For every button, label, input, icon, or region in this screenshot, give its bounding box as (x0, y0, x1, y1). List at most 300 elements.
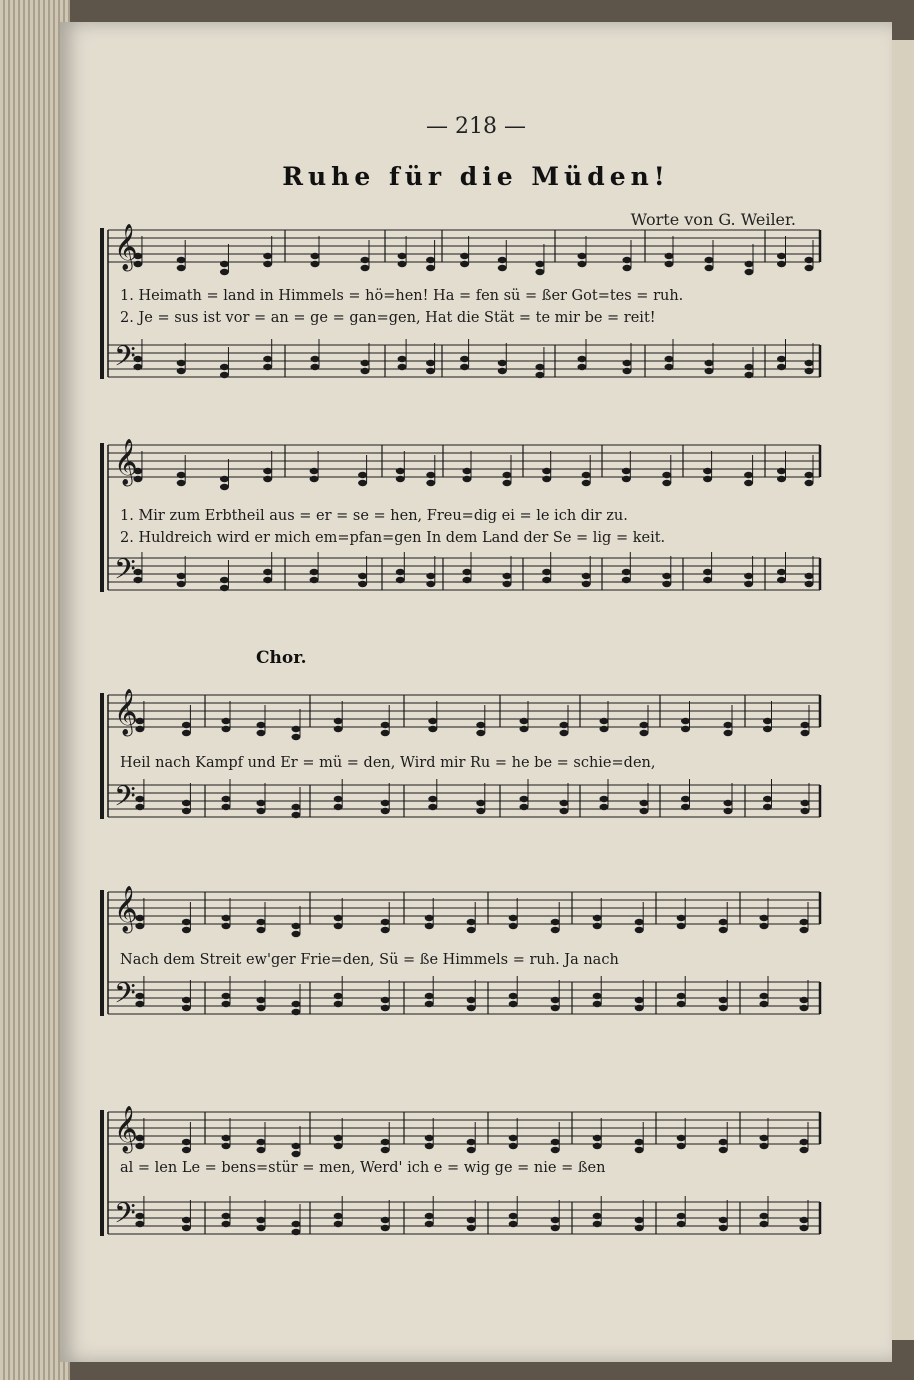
note-head (600, 718, 609, 724)
note-head (425, 1213, 434, 1219)
note-head (705, 368, 714, 374)
note-head (263, 468, 272, 474)
note-head (578, 364, 587, 370)
note-head (292, 1001, 301, 1007)
system-bracket (100, 693, 104, 819)
bass-clef-icon: 𝄢 (114, 340, 136, 380)
note-head (182, 1147, 191, 1153)
note-head (498, 257, 507, 263)
note-head (311, 364, 320, 370)
note-head (763, 726, 772, 732)
note-head (257, 730, 266, 736)
bass-staff (108, 552, 820, 591)
note-head (135, 1001, 144, 1007)
note-head (292, 1151, 301, 1157)
note-head (719, 1147, 728, 1153)
note-head (177, 368, 186, 374)
note-head (222, 923, 231, 929)
note-head (222, 804, 231, 810)
note-head (777, 356, 786, 362)
note-head (542, 468, 551, 474)
note-head (760, 915, 769, 921)
note-head (509, 1143, 518, 1149)
note-head (763, 796, 772, 802)
note-head (182, 927, 191, 933)
note-head (257, 1225, 266, 1231)
note-head (509, 1213, 518, 1219)
note-head (719, 1225, 728, 1231)
note-head (381, 1147, 390, 1153)
note-head (777, 253, 786, 259)
note-head (551, 1147, 560, 1153)
note-head (800, 1005, 809, 1011)
note-head (703, 468, 712, 474)
note-head (135, 804, 144, 810)
lyric-line-verse-1: 1. Mir zum Erbtheil aus = er = se = hen, Freu=dig ei = le ich dir zu. (120, 508, 628, 524)
note-head (220, 484, 229, 490)
note-head (182, 1139, 191, 1145)
note-head (257, 800, 266, 806)
note-head (425, 1221, 434, 1227)
note-head (763, 718, 772, 724)
note-head (760, 1135, 769, 1141)
note-head (257, 997, 266, 1003)
note-head (222, 1135, 231, 1141)
note-head (381, 808, 390, 814)
note-head (623, 368, 632, 374)
note-head (426, 368, 435, 374)
note-head (805, 480, 814, 486)
note-head (498, 368, 507, 374)
note-head (560, 722, 569, 728)
note-head (182, 1217, 191, 1223)
note-head (292, 1143, 301, 1149)
note-head (801, 808, 810, 814)
note-head (560, 808, 569, 814)
note-head (582, 581, 591, 587)
music-system-4 (100, 880, 835, 1060)
note-head (622, 569, 631, 575)
bass-clef-icon: 𝄢 (114, 1197, 136, 1237)
note-head (135, 993, 144, 999)
note-head (135, 796, 144, 802)
music-system-2 (100, 430, 835, 625)
note-head (593, 1213, 602, 1219)
note-head (662, 581, 671, 587)
note-head (677, 923, 686, 929)
note-head (509, 1221, 518, 1227)
note-head (800, 919, 809, 925)
note-head (426, 581, 435, 587)
note-head (681, 726, 690, 732)
note-head (662, 573, 671, 579)
note-head (681, 804, 690, 810)
note-head (681, 718, 690, 724)
note-head (662, 472, 671, 478)
note-head (311, 253, 320, 259)
note-head (292, 1229, 301, 1235)
note-head (220, 577, 229, 583)
note-head (503, 581, 512, 587)
note-head (220, 261, 229, 267)
note-head (800, 1147, 809, 1153)
note-head (744, 581, 753, 587)
note-head (263, 253, 272, 259)
note-head (800, 1217, 809, 1223)
note-head (222, 796, 231, 802)
note-head (777, 476, 786, 482)
chorus-label: Chor. (256, 648, 307, 668)
note-head (677, 1001, 686, 1007)
note-head (425, 1143, 434, 1149)
note-head (334, 726, 343, 732)
note-head (425, 923, 434, 929)
treble-staff (108, 892, 820, 937)
note-head (182, 1005, 191, 1011)
note-head (292, 923, 301, 929)
note-head (551, 1217, 560, 1223)
note-head (222, 915, 231, 921)
note-head (396, 577, 405, 583)
note-head (635, 1147, 644, 1153)
note-head (551, 1005, 560, 1011)
note-head (760, 1221, 769, 1227)
note-head (222, 1143, 231, 1149)
score-staves (100, 880, 835, 1060)
note-head (425, 1135, 434, 1141)
note-head (760, 1143, 769, 1149)
note-head (744, 472, 753, 478)
note-head (177, 472, 186, 478)
note-head (551, 1225, 560, 1231)
note-head (463, 569, 472, 575)
note-head (361, 265, 370, 271)
note-head (745, 364, 754, 370)
note-head (719, 1217, 728, 1223)
note-head (398, 364, 407, 370)
note-head (640, 722, 649, 728)
note-head (334, 1213, 343, 1219)
note-head (222, 718, 231, 724)
note-head (263, 569, 272, 575)
note-head (760, 1001, 769, 1007)
note-head (257, 1147, 266, 1153)
note-head (724, 730, 733, 736)
note-head (334, 718, 343, 724)
note-head (428, 718, 437, 724)
note-head (398, 253, 407, 259)
score-staves (100, 1100, 835, 1280)
note-head (744, 573, 753, 579)
note-head (257, 1217, 266, 1223)
note-head (476, 800, 485, 806)
note-head (593, 1001, 602, 1007)
treble-clef-icon: 𝄞 (114, 224, 138, 270)
note-head (623, 265, 632, 271)
note-head (467, 1147, 476, 1153)
note-head (665, 364, 674, 370)
note-head (745, 261, 754, 267)
note-head (719, 919, 728, 925)
treble-clef-icon: 𝄞 (114, 439, 138, 485)
note-head (724, 800, 733, 806)
note-head (292, 726, 301, 732)
note-head (719, 1005, 728, 1011)
note-head (800, 1139, 809, 1145)
note-head (800, 997, 809, 1003)
note-head (425, 915, 434, 921)
note-head (681, 796, 690, 802)
note-head (381, 1217, 390, 1223)
note-head (257, 919, 266, 925)
note-head (467, 1225, 476, 1231)
system-bracket (100, 228, 104, 379)
note-head (805, 581, 814, 587)
page-number: — 218 — (426, 114, 526, 139)
note-head (292, 804, 301, 810)
note-head (135, 1213, 144, 1219)
note-head (535, 261, 544, 267)
note-head (222, 1001, 231, 1007)
note-head (381, 1005, 390, 1011)
note-head (428, 796, 437, 802)
lyric-line-verse-2: 2. Huldreich wird er mich em=pfan=gen In dem Land der Se = lig = keit. (120, 530, 666, 546)
note-head (640, 808, 649, 814)
note-head (623, 360, 632, 366)
lyricist-credit: Worte von G. Weiler. (630, 210, 796, 229)
note-head (582, 480, 591, 486)
note-head (292, 931, 301, 937)
note-head (396, 569, 405, 575)
note-head (805, 368, 814, 374)
note-head (677, 1221, 686, 1227)
note-head (426, 480, 435, 486)
note-head (509, 1135, 518, 1141)
note-head (805, 573, 814, 579)
note-head (503, 573, 512, 579)
note-head (460, 261, 469, 267)
music-system-3 (100, 680, 835, 860)
note-head (476, 730, 485, 736)
note-head (467, 1139, 476, 1145)
note-head (578, 356, 587, 362)
note-head (467, 927, 476, 933)
treble-staff (108, 445, 820, 490)
note-head (460, 253, 469, 259)
note-head (425, 1001, 434, 1007)
note-head (222, 993, 231, 999)
treble-staff (108, 695, 820, 740)
note-head (635, 997, 644, 1003)
note-head (542, 577, 551, 583)
note-head (361, 360, 370, 366)
note-head (551, 919, 560, 925)
note-head (578, 253, 587, 259)
note-head (635, 1225, 644, 1231)
note-head (381, 722, 390, 728)
note-head (760, 1213, 769, 1219)
note-head (467, 919, 476, 925)
note-head (662, 480, 671, 486)
note-head (593, 993, 602, 999)
note-head (334, 915, 343, 921)
note-head (744, 480, 753, 486)
note-head (800, 1225, 809, 1231)
note-head (334, 796, 343, 802)
score-staves (100, 430, 835, 625)
system-bracket (100, 443, 104, 592)
note-head (381, 919, 390, 925)
note-head (622, 476, 631, 482)
note-head (467, 1217, 476, 1223)
note-head (311, 261, 320, 267)
note-head (182, 730, 191, 736)
note-head (705, 360, 714, 366)
note-head (593, 915, 602, 921)
note-head (593, 1221, 602, 1227)
note-head (777, 261, 786, 267)
note-head (520, 718, 529, 724)
note-head (760, 993, 769, 999)
note-head (463, 468, 472, 474)
note-head (425, 993, 434, 999)
note-head (182, 997, 191, 1003)
note-head (467, 997, 476, 1003)
note-head (381, 1139, 390, 1145)
note-head (467, 1005, 476, 1011)
bass-staff (108, 339, 820, 378)
note-head (520, 796, 529, 802)
note-head (578, 261, 587, 267)
note-head (310, 476, 319, 482)
note-head (426, 573, 435, 579)
note-head (509, 993, 518, 999)
note-head (665, 261, 674, 267)
note-head (381, 800, 390, 806)
treble-clef-icon: 𝄞 (114, 886, 138, 932)
note-head (263, 577, 272, 583)
note-head (677, 1213, 686, 1219)
note-head (358, 573, 367, 579)
note-head (460, 364, 469, 370)
note-head (582, 472, 591, 478)
note-head (498, 360, 507, 366)
note-head (593, 923, 602, 929)
note-head (257, 1005, 266, 1011)
note-head (760, 923, 769, 929)
note-head (220, 372, 229, 378)
note-head (600, 796, 609, 802)
note-head (705, 257, 714, 263)
system-bracket (100, 1110, 104, 1236)
bass-clef-icon: 𝄢 (114, 553, 136, 593)
treble-staff (108, 1112, 820, 1157)
note-head (800, 927, 809, 933)
note-head (310, 468, 319, 474)
lyric-line-chorus: Nach dem Streit ew'ger Frie=den, Sü = ße Himmels = ruh. Ja nach (120, 952, 619, 968)
note-head (426, 360, 435, 366)
note-head (182, 800, 191, 806)
note-head (263, 364, 272, 370)
bass-staff (108, 779, 820, 818)
note-head (426, 472, 435, 478)
note-head (358, 472, 367, 478)
note-head (542, 569, 551, 575)
note-head (535, 372, 544, 378)
note-head (805, 257, 814, 263)
note-head (520, 726, 529, 732)
note-head (463, 476, 472, 482)
note-head (381, 1225, 390, 1231)
note-head (334, 993, 343, 999)
note-head (777, 468, 786, 474)
note-head (257, 927, 266, 933)
note-head (334, 804, 343, 810)
note-head (398, 356, 407, 362)
note-head (635, 927, 644, 933)
bass-staff (108, 976, 820, 1015)
note-head (177, 480, 186, 486)
note-head (509, 923, 518, 929)
note-head (292, 734, 301, 740)
bass-staff (108, 1196, 820, 1235)
note-head (777, 577, 786, 583)
note-head (182, 808, 191, 814)
note-head (623, 257, 632, 263)
note-head (677, 1143, 686, 1149)
note-head (220, 364, 229, 370)
note-head (460, 356, 469, 362)
note-head (292, 1009, 301, 1015)
note-head (801, 722, 810, 728)
note-head (801, 800, 810, 806)
note-head (600, 726, 609, 732)
note-head (705, 265, 714, 271)
note-head (509, 1001, 518, 1007)
note-head (677, 993, 686, 999)
music-system-5 (100, 1100, 835, 1280)
note-head (428, 726, 437, 732)
note-head (220, 476, 229, 482)
lyric-line-verse-2: 2. Je = sus ist vor = an = ge = gan=gen, Hat die Stät = te mir be = reit! (120, 310, 656, 326)
note-head (805, 265, 814, 271)
note-head (310, 577, 319, 583)
note-head (542, 476, 551, 482)
note-head (520, 804, 529, 810)
note-head (334, 1001, 343, 1007)
note-head (703, 577, 712, 583)
music-system-1 (100, 215, 835, 410)
note-head (677, 1135, 686, 1141)
note-head (263, 356, 272, 362)
treble-clef-icon: 𝄞 (114, 1106, 138, 1152)
note-head (334, 1143, 343, 1149)
note-head (426, 257, 435, 263)
note-head (310, 569, 319, 575)
note-head (177, 257, 186, 263)
note-head (220, 269, 229, 275)
note-head (263, 476, 272, 482)
note-head (724, 722, 733, 728)
note-head (476, 722, 485, 728)
note-head (503, 472, 512, 478)
note-head (640, 800, 649, 806)
note-head (222, 1213, 231, 1219)
note-head (665, 253, 674, 259)
note-head (551, 997, 560, 1003)
note-head (177, 581, 186, 587)
note-head (381, 997, 390, 1003)
